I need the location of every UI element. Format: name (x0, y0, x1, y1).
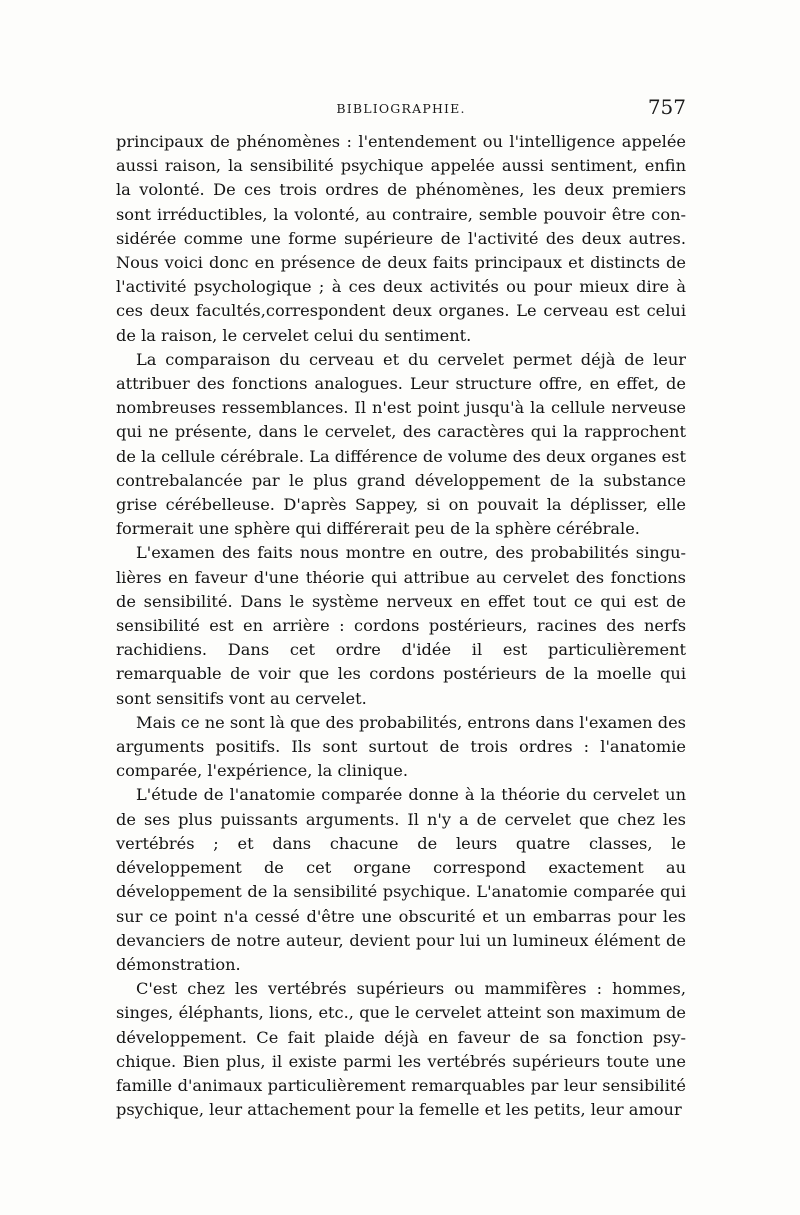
page-header (116, 95, 686, 125)
paragraph-4: Mais ce ne sont là que des probabilités, entrons dans l'examen des arguments positifs. Ils sont surtout de trois ordres : l'anatomie comparée, l'expérience, la clinique. (116, 712, 686, 781)
paragraph-3: L'examen des faits nous montre en outre, des probabilités singulières en faveur d'une théorie qui attribue au cervelet des fonctions de sensibilité. Dans le système nerveux en effet tout ce qui est de sensibilité est en arrière : cordons postérieurs, racines des nerfs rachidiens. Dans cet ordre d'idée il est particulièrement remarquable de voir que les cordons postérieurs de la moelle qui sont sensitifs vont au cervelet. (116, 543, 686, 708)
paragraph-1: principaux de phénomènes : l'entendement ou l'intelligence appelée aussi raison, la sensibilité psychique appelée aussi sentiment, enfin la volonté. De ces trois ordres de phénomènes, les deux premiers sont irréductibles, la volonté, au contraire, semble pouvoir être considérée comme une forme supérieure de l'activité des deux autres. Nous voici donc en présence de deux faits principaux et distincts de l'activité psychologique ; à ces deux activités ou pour mieux dire à ces deux facultés,correspondent deux organes. Le cerveau est celui de la raison, le cervelet celui du sentiment. (116, 132, 686, 345)
paragraph-6: C'est chez les vertébrés supérieurs ou mammifères : hommes, singes, éléphants, lions, etc., que le cervelet atteint son maximum de développement. Ce fait plaide déjà en faveur de sa fonction psychique. Bien plus, il existe parmi les vertébrés supérieurs toute une famille d'animaux particulièrement remarquables par leur sensibilité psychique, leur attachement pour la femelle et les petits, leur amour (116, 979, 686, 1120)
page-number: 757 (647, 95, 686, 119)
paragraph-2: La comparaison du cerveau et du cervelet permet déjà de leur attribuer des fonctions analogues. Leur structure offre, en effet, de nombreuses ressemblances. Il n'est point jusqu'à la cellule nerveuse qui ne présente, dans le cervelet, des caractères qui la rapprochent de la cellule cérébrale. La différence de volume des deux organes est contrebalancée par le plus grand développement de la substance grise cérébelleuse. D'après Sappey, si on pouvait la déplisser, elle formerait une sphère qui différerait peu de la sphère cérébrale. (116, 349, 686, 539)
paragraph-5: L'étude de l'anatomie comparée donne à la théorie du cervelet un de ses plus puissants arguments. Il n'y a de cervelet que chez les vertébrés ; et dans chacune de leurs quatre classes, le développement de cet organe correspond exactement au développement de la sensibilité psychique. L'anatomie comparée qui sur ce point n'a cessé d'être une obscurité et un embarras pour les devanciers de notre auteur, devient pour lui un lumineux élément de démonstration. (116, 785, 686, 974)
running-head: BIBLIOGRAPHIE. (336, 101, 466, 116)
body-text (116, 130, 686, 1122)
